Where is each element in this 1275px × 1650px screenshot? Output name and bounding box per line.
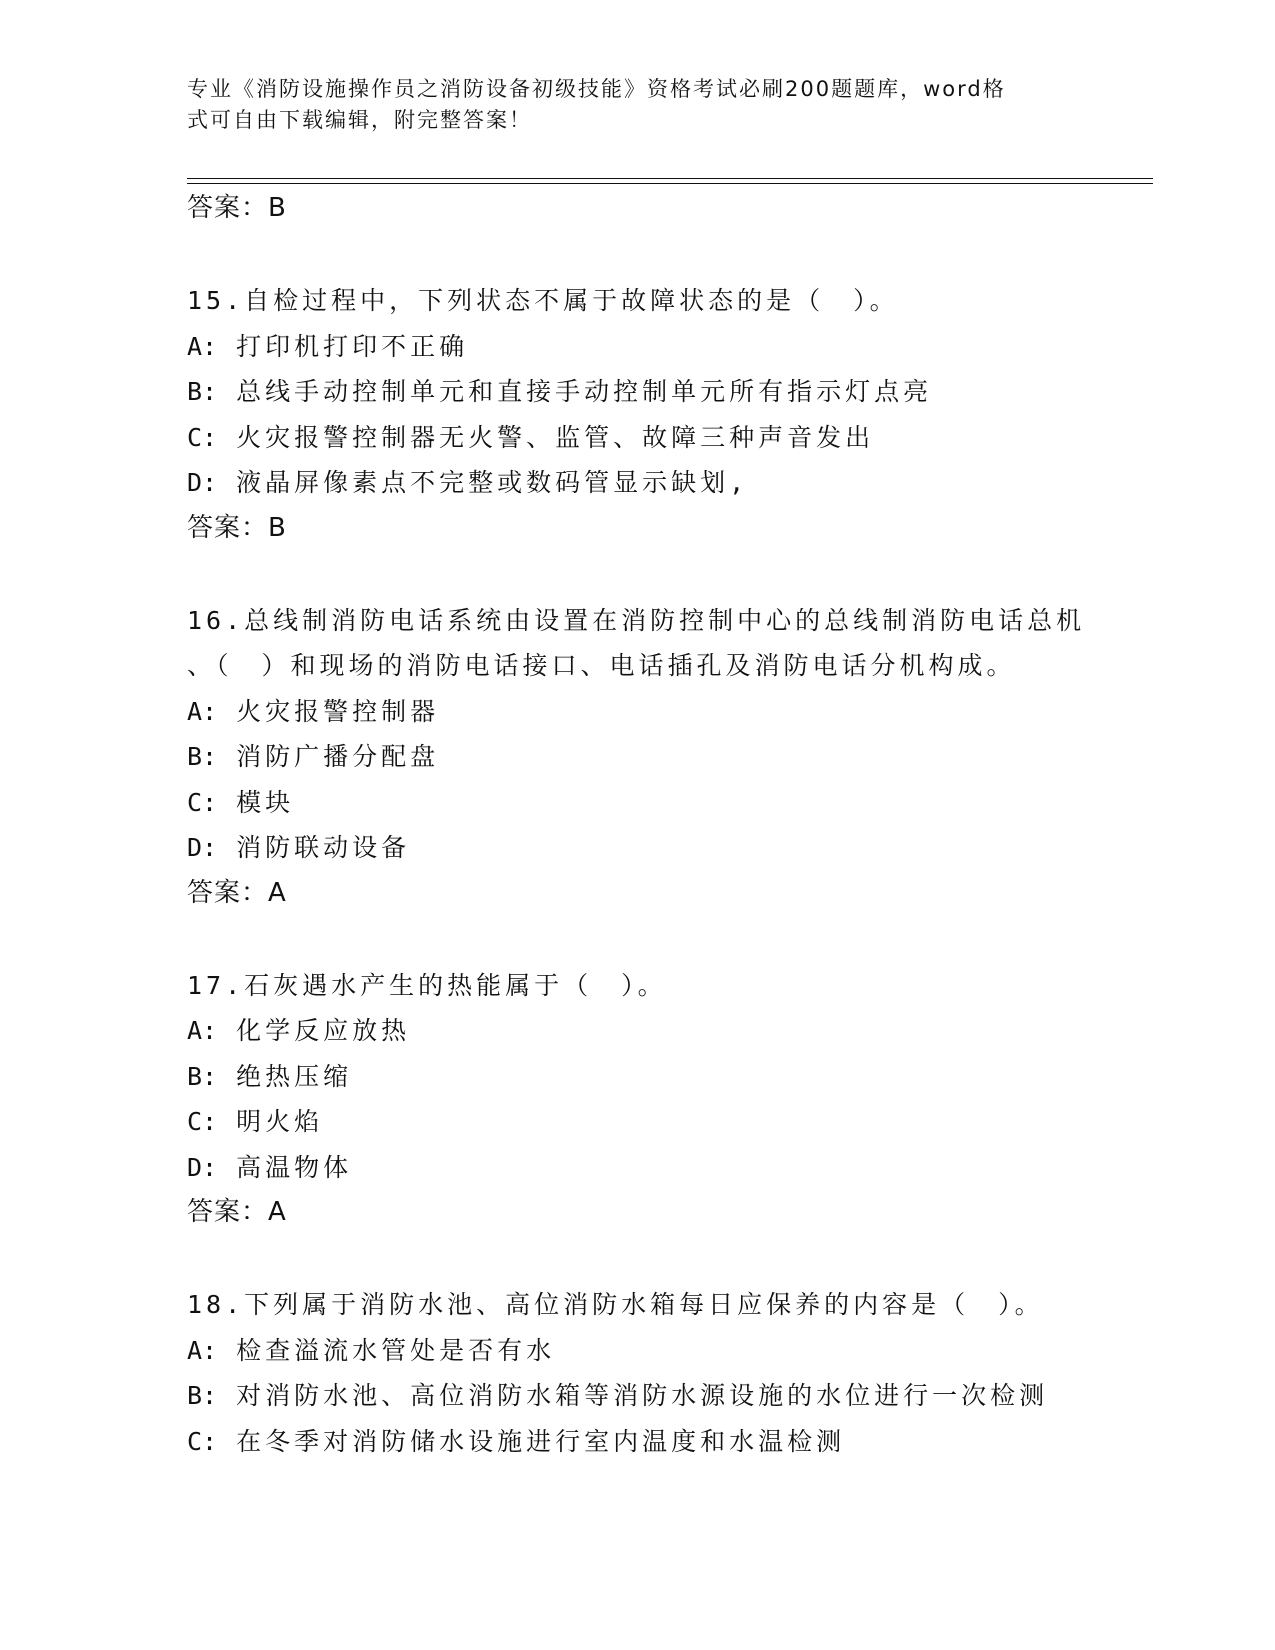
document-header — [187, 74, 1067, 136]
option-label: A: — [187, 1016, 218, 1045]
spacer — [187, 551, 1153, 598]
question-list — [187, 186, 1153, 1464]
option-c — [187, 1419, 1153, 1465]
question-stem: 15.自检过程中，下列状态不属于故障状态的是（ ）。 — [187, 286, 899, 315]
option-label: C: — [187, 1107, 218, 1136]
option-label: A: — [187, 1335, 218, 1365]
option-label: D: — [187, 468, 218, 497]
option-c — [187, 1099, 1153, 1145]
option-label: A: — [187, 331, 218, 361]
option-label: D: — [187, 1152, 218, 1182]
question-stem: 17.石灰遇水产生的热能属于（ ）。 — [187, 970, 667, 1000]
question-stem: 18.下列属于消防水池、高位消防水箱每日应保养的内容是（ ）。 — [187, 1290, 1044, 1319]
answer-line: 答案：B — [187, 512, 287, 543]
header-divider-bottom — [187, 183, 1153, 184]
option-c — [187, 780, 1153, 826]
option-text: 火灾报警控制器无火警、监管、故障三种声音发出 — [236, 422, 875, 452]
answer-line: 答案：A — [187, 1197, 287, 1227]
option-text: 火灾报警控制器 — [236, 696, 440, 726]
question-stem: 16.总线制消防电话系统由设置在消防控制中心的总线制消防电话总机 — [187, 605, 1086, 635]
option-text: 消防广播分配盘 — [236, 742, 440, 771]
option-text: 打印机打印不正确 — [236, 331, 469, 361]
answer-line: 答案：A — [187, 877, 287, 908]
option-b — [187, 1373, 1153, 1419]
answer-line: 答案：B — [187, 193, 287, 223]
question-16 — [187, 598, 1153, 916]
option-a — [187, 324, 1153, 370]
header-line-1: 专业《消防设施操作员之消防设备初级技能》资格考试必刷200题题库，word格 — [187, 77, 1006, 101]
option-text: 明火焰 — [236, 1107, 324, 1136]
option-text: 液晶屏像素点不完整或数码管显示缺划, — [236, 468, 749, 497]
option-label: C: — [187, 787, 218, 817]
spacer — [187, 916, 1153, 963]
option-c — [187, 415, 1153, 461]
option-label: B: — [187, 377, 218, 406]
option-label: A: — [187, 696, 218, 726]
option-label: D: — [187, 833, 218, 862]
option-text: 对消防水池、高位消防水箱等消防水源设施的水位进行一次检测 — [236, 1381, 1049, 1410]
option-text: 高温物体 — [236, 1152, 353, 1182]
option-d — [187, 825, 1153, 871]
option-text: 检查溢流水管处是否有水 — [236, 1335, 556, 1365]
option-b — [187, 734, 1153, 780]
option-d — [187, 1145, 1153, 1191]
option-text: 化学反应放热 — [236, 1016, 411, 1045]
option-a — [187, 689, 1153, 735]
option-label: B: — [187, 1061, 218, 1091]
question-18 — [187, 1282, 1153, 1464]
question-17 — [187, 963, 1153, 1236]
spacer — [187, 1235, 1153, 1282]
option-text: 在冬季对消防储水设施进行室内温度和水温检测 — [236, 1426, 846, 1456]
question-15 — [187, 278, 1153, 551]
option-text: 总线手动控制单元和直接手动控制单元所有指示灯点亮 — [236, 377, 933, 406]
option-d — [187, 460, 1153, 506]
spacer — [187, 231, 1153, 278]
option-b — [187, 369, 1153, 415]
option-b — [187, 1054, 1153, 1100]
header-divider-top — [187, 178, 1153, 179]
option-label: B: — [187, 742, 218, 771]
option-label: B: — [187, 1381, 218, 1410]
option-label: C: — [187, 422, 218, 452]
option-a — [187, 1328, 1153, 1374]
header-line-2: 式可自由下载编辑，附完整答案！ — [187, 108, 532, 132]
option-label: C: — [187, 1426, 218, 1456]
option-a — [187, 1008, 1153, 1054]
option-text: 模块 — [236, 787, 295, 817]
question-stem-continued: 、（ ）和现场的消防电话接口、电话插孔及消防电话分机构成。 — [187, 651, 1016, 680]
option-text: 绝热压缩 — [236, 1061, 353, 1091]
option-text: 消防联动设备 — [236, 833, 411, 862]
